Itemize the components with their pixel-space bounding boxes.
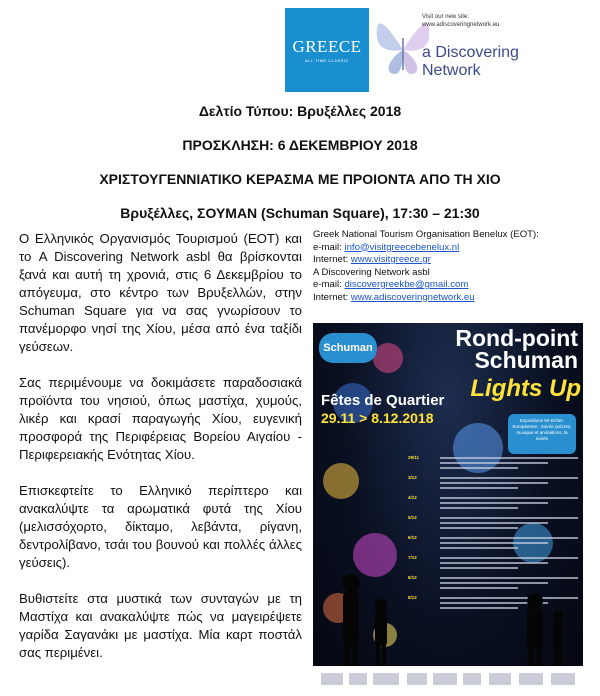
sponsor-logo (489, 673, 511, 685)
press-release-heading: Δελτίο Τύπου: Βρυξέλλες 2018 (198, 103, 402, 119)
sponsor-logo (551, 673, 575, 685)
paragraph-products: Σας περιμένουμε να δοκιμάσετε παραδοσιακά προϊόντα του νησιού, όπως μαστίχα, χυμούς, λικέρ και κρασί παραγωγής Χίου, ευγενική προσφορά της Περιφέρειας Βορείου Αιγαίου - Περιφερειακής Ενότητας Χίου. (19, 375, 302, 462)
poster-title-line3: Lights Up (470, 375, 581, 402)
paragraph-recipes: Βυθιστείτε στα μυστικά των συνταγών με τη Μαστίχα και ανακαλύψτε πώς να μαγειρέψετε γαρίδα Σαγανάκι με μαστίχα. Μία καρτ ποστάλ σας περιμένει. (19, 591, 302, 660)
poster-info-bubble: Expositions 60 €/cher. Européenne : Soirée quizzes, musique et animations, la soirée (508, 414, 576, 454)
contact-org-eot: Greek National Tourism Organisation Benelux (EOT): (313, 229, 539, 240)
bokeh-light (323, 463, 359, 499)
adn-title: a Discovering Network (422, 44, 519, 79)
program-row (408, 535, 578, 555)
sponsor-logo (463, 673, 481, 685)
greece-logo (285, 8, 369, 92)
greece-logo-tagline: ALL TIME CLASSIC (305, 58, 349, 63)
event-heading: ΧΡΙΣΤΟΥΓΕΝΝΙΑΤΙΚΟ ΚΕΡΑΣΜΑ ΜΕ ΠΡΟΙΟΝΤΑ ΑΠΟ ΤΗ ΧΙΟ (99, 171, 501, 187)
web-link-adn[interactable]: www.adiscoveringnetwork.eu (350, 291, 475, 303)
greece-logo-word: GREECE (292, 37, 362, 56)
poster-dates: 29.11 > 8.12.2018 (321, 410, 434, 426)
bokeh-light (373, 343, 403, 373)
web-link-visitgreece[interactable]: www.visitgreece.gr (350, 254, 431, 265)
sponsor-logo (349, 673, 367, 685)
email-link-eot[interactable]: info@visitgreecebenelux.nl (344, 241, 460, 253)
program-row (408, 475, 578, 495)
contact-email-row-2 (313, 279, 593, 292)
poster-subtitle: Fêtes de Quartier (321, 392, 445, 409)
paragraph-pavilion: Επισκεφτείτε το Ελληνικό περίπτερο και ανακαλύψτε τα αρωματικά φυτά της Χίου (μελισσόχορτο, δίκταμο, λεβάντα, ρίγανη, δεντρολίβανο, τσάι του βουνού και πολλές άλλες γεύσεις). (19, 483, 302, 570)
sponsor-logo (407, 673, 427, 685)
program-date: 8/12 (408, 595, 417, 600)
internet-label-2: Internet: (313, 291, 349, 303)
email-label: e-mail: (313, 241, 342, 253)
program-date: 7/12 (408, 555, 417, 560)
program-date: 29/11 (408, 455, 420, 460)
body-text (19, 230, 302, 680)
program-date: 4/12 (408, 495, 417, 500)
program-date: 6/12 (408, 535, 417, 540)
program-date: 8/12 (408, 575, 417, 580)
contact-org-adn: A Discovering Network asbl (313, 266, 430, 278)
sponsor-logo (519, 673, 543, 685)
contact-internet-row-2 (313, 292, 593, 305)
sponsor-logo (373, 673, 399, 685)
adn-website-text: Visit our new site: www.adiscoveringnetwork.eu (422, 14, 500, 28)
schuman-square-logo: Schuman (319, 333, 377, 363)
internet-label: Internet: (313, 254, 349, 265)
program-date: 5/12 (408, 515, 417, 520)
poster-sponsor-strip (313, 666, 583, 692)
location-heading: Βρυξέλλες, ΣΟΥΜΑΝ (Schuman Square), 17:30 – 21:30 (120, 205, 480, 221)
people-silhouettes (313, 553, 583, 668)
program-row (408, 455, 578, 475)
adn-website-note (422, 13, 542, 29)
program-date: 3/12 (408, 475, 417, 480)
sponsor-logo (321, 673, 343, 685)
invitation-heading: ΠΡΟΣΚΛΗΣΗ: 6 ΔΕΚΕΜΒΡΙΟΥ 2018 (182, 137, 418, 153)
contact-internet-row (313, 254, 593, 267)
email-label-2: e-mail: (313, 279, 342, 290)
program-row (408, 515, 578, 535)
email-link-adn[interactable]: discovergreekbe@gmail.com (344, 279, 469, 290)
poster-title-line1: Rond-point (455, 325, 578, 351)
contact-email-row (313, 242, 593, 255)
poster-title-line2: Schuman (474, 347, 578, 373)
event-poster (313, 323, 583, 692)
contact-block (313, 229, 593, 304)
paragraph-intro: Ο Ελληνικός Οργανισμός Τουρισμού (ΕΟΤ) και το A Discovering Network asbl θα βρίσκονται ξανά και αυτή τη χρονιά, στις 6 Δεκεμβρίου το απόγευμα, στο κέντρο των Βρυξελλών, στην Schuman Square για να σας γνωρίσουν το πανέμορφο νησί της Χίου, μέσα από ένα ταξίδι γεύσεων. (19, 231, 302, 354)
program-row (408, 495, 578, 515)
sponsor-logo (433, 673, 457, 685)
